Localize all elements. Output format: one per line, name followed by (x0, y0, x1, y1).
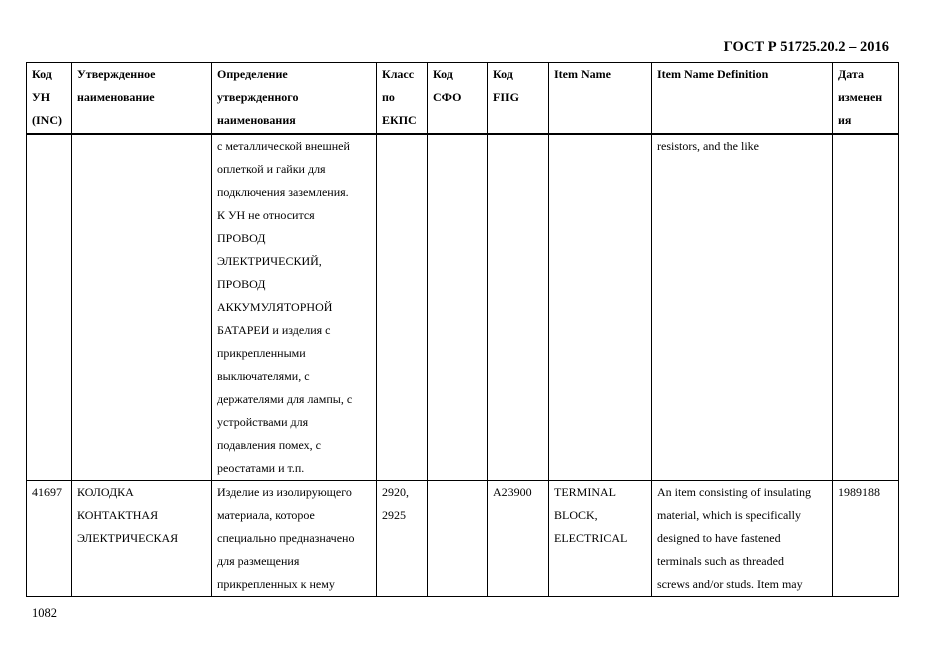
cell-class (377, 134, 428, 481)
column-header-fiig: Код FIIG (488, 63, 549, 135)
cell-definition: с металлической внешней оплеткой и гайки для подключения заземления. К УН не относится ПРОВОД ЭЛЕКТРИЧЕСКИЙ, ПРОВОД АККУМУЛЯТОРНОЙ БАТАРЕИ и изделия с прикрепленными выключателями, с держателями для лампы, с устройствами для подавления помех, с реостатами и т.п. (212, 134, 377, 481)
column-header-change-date: Дата изменен ия (833, 63, 899, 135)
cell-change-date: 1989188 (833, 481, 899, 597)
cell-class: 2920, 2925 (377, 481, 428, 597)
cell-approved-name: КОЛОДКА КОНТАКТНАЯ ЭЛЕКТРИЧЕСКАЯ (72, 481, 212, 597)
cell-approved-name (72, 134, 212, 481)
table-row (27, 481, 899, 597)
cell-sfo (428, 134, 488, 481)
column-header-item-name: Item Name (549, 63, 652, 135)
standard-designation: ГОСТ Р 51725.20.2 – 2016 (723, 39, 889, 55)
cell-item-definition: An item consisting of insulating material, which is specifically designed to have fastened terminals such as threaded screws and/or studs. Item may (652, 481, 833, 597)
cell-change-date (833, 134, 899, 481)
column-header-approved-name: Утвержденное наименование (72, 63, 212, 135)
column-header-item-definition: Item Name Definition (652, 63, 833, 135)
column-header-sfo: Код СФО (428, 63, 488, 135)
column-header-definition: Определение утвержденного наименования (212, 63, 377, 135)
cell-inc: 41697 (27, 481, 72, 597)
cell-item-name (549, 134, 652, 481)
cell-item-name: TERMINAL BLOCK, ELECTRICAL (549, 481, 652, 597)
cell-fiig: A23900 (488, 481, 549, 597)
table-header-row (27, 63, 899, 135)
items-table (26, 62, 899, 597)
cell-definition: Изделие из изолирующего материала, которое специально предназначено для размещения прикрепленных к нему (212, 481, 377, 597)
table-row (27, 134, 899, 481)
cell-sfo (428, 481, 488, 597)
cell-inc (27, 134, 72, 481)
cell-item-definition: resistors, and the like (652, 134, 833, 481)
cell-fiig (488, 134, 549, 481)
column-header-inc: Код УН (INC) (27, 63, 72, 135)
column-header-class: Класс по ЕКПС (377, 63, 428, 135)
page-number: 1082 (32, 606, 57, 620)
